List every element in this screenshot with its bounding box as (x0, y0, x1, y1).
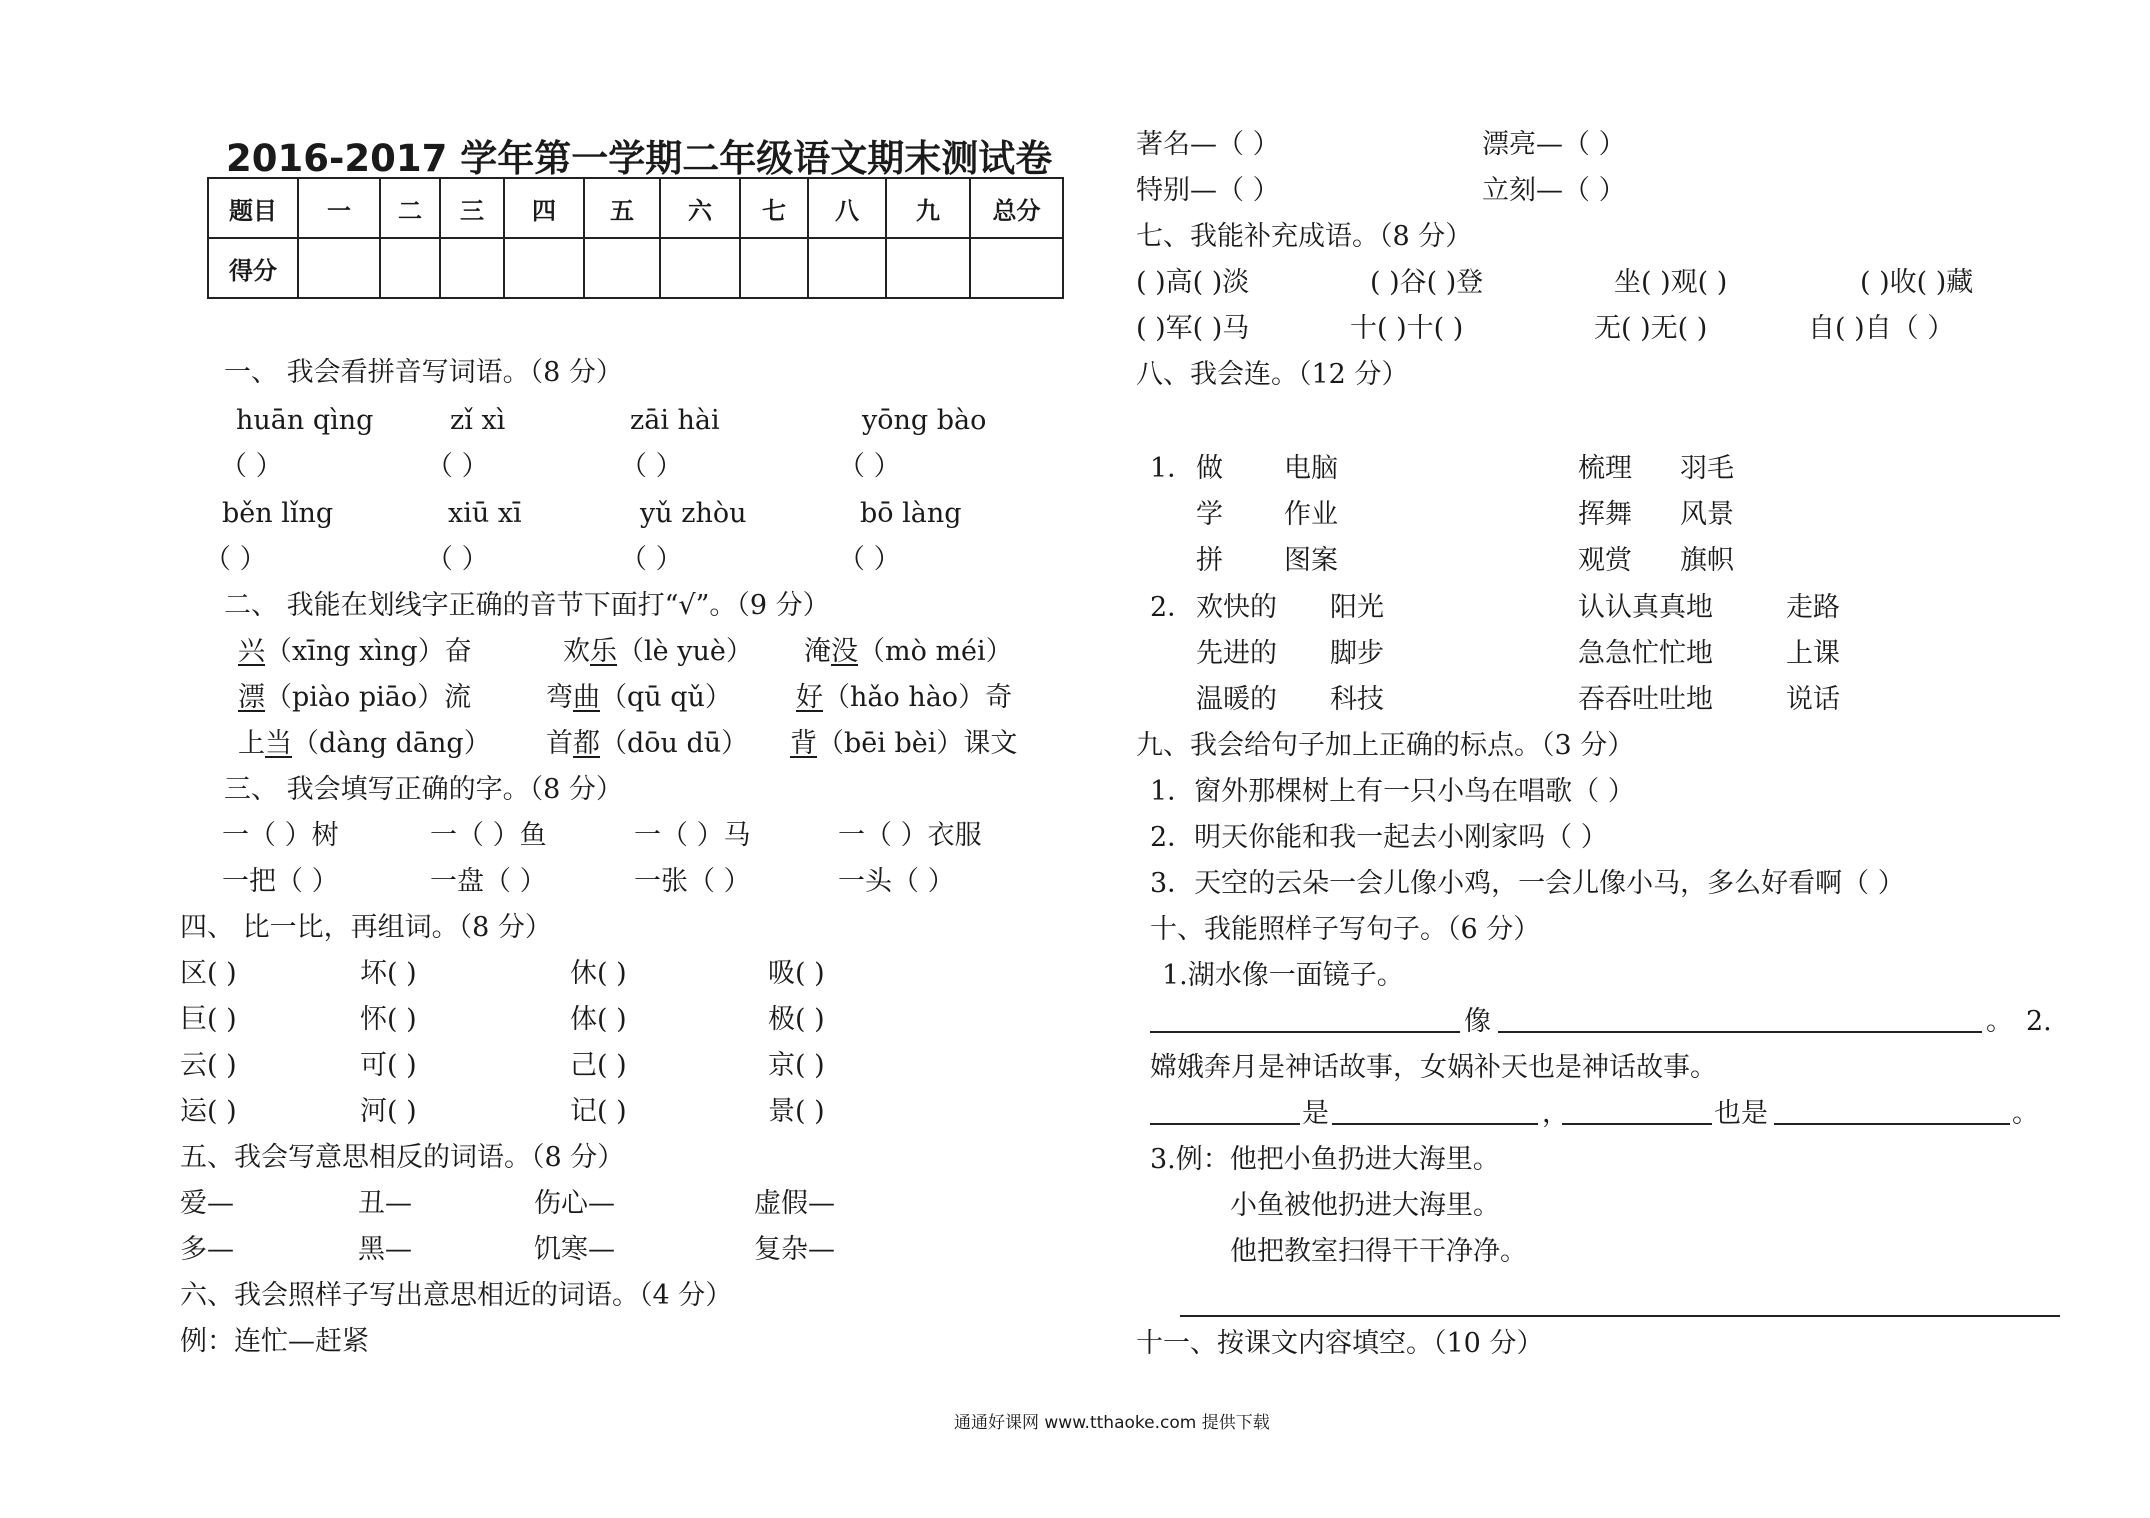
match-word[interactable]: 走路 (1786, 592, 1840, 623)
match-word[interactable]: 脚步 (1330, 638, 1384, 669)
fill-item[interactable]: 一（ ）马 (634, 820, 751, 851)
q2-heading: 二、 我能在划线字正确的音节下面打“√”。（9 分） (224, 590, 830, 621)
score-header-cell: 二 (380, 178, 440, 238)
answer-blank[interactable]: （ ） (838, 451, 901, 482)
q10-heading: 十、我能照样子写句子。（6 分） (1150, 914, 1541, 945)
synonym-item[interactable]: 著名—（ ） (1136, 129, 1280, 160)
score-header-cell: 八 (808, 178, 886, 238)
word-item[interactable]: 巨( ) (180, 1004, 237, 1035)
word-item[interactable]: 怀( ) (360, 1004, 417, 1035)
match-group-number: 2． (1150, 592, 1195, 623)
score-table (207, 177, 1064, 299)
pinyin: xiū xī (448, 498, 522, 529)
antonym-item[interactable]: 爱— (180, 1188, 234, 1219)
word-item[interactable]: 可( ) (360, 1050, 417, 1081)
fill-item[interactable]: 一（ ）树 (222, 820, 339, 851)
q10-comma: ， (1542, 1098, 1569, 1129)
idiom-item[interactable]: ( )高( )淡 (1136, 267, 1250, 298)
fill-item[interactable]: 一（ ）鱼 (430, 820, 547, 851)
score-header-cell: 四 (504, 178, 584, 238)
idiom-item[interactable]: ( )谷( )登 (1370, 267, 1484, 298)
fill-item[interactable]: 一盘（ ） (430, 866, 547, 897)
pinyin-choice[interactable]: 好（hǎo hào）奇 (796, 682, 1013, 713)
match-word[interactable]: 电脑 (1284, 453, 1338, 484)
match-word[interactable]: 欢快的 (1196, 592, 1277, 623)
answer-blank[interactable]: （ ） (426, 544, 489, 575)
word-item[interactable]: 运( ) (180, 1096, 237, 1127)
score-header-cell: 题目 (208, 178, 298, 238)
fill-item[interactable]: 一（ ）衣服 (838, 820, 982, 851)
pinyin-choice[interactable]: 漂（piào piāo）流 (238, 682, 472, 713)
match-word[interactable]: 观赏 (1578, 545, 1632, 576)
answer-line[interactable] (1150, 1123, 1300, 1125)
match-word[interactable]: 吞吞吐吐地 (1578, 684, 1713, 715)
word-item[interactable]: 云( ) (180, 1050, 237, 1081)
idiom-item[interactable]: 无( )无( ) (1594, 313, 1708, 344)
pinyin-choice[interactable]: 背（bēi bèi）课文 (790, 728, 1018, 759)
answer-line[interactable] (1562, 1123, 1712, 1125)
q6-heading: 六、我会照样子写出意思相近的词语。（4 分） (180, 1280, 733, 1311)
q10-like-word: 像 (1464, 1006, 1491, 1037)
match-word[interactable]: 认认真真地 (1578, 592, 1713, 623)
q10-num-2: 2. (2026, 1006, 2052, 1037)
q10-period: 。 (1986, 1006, 2013, 1037)
pinyin: bō làng (860, 498, 962, 529)
match-word[interactable]: 拼 (1196, 545, 1223, 576)
score-cell[interactable] (660, 238, 740, 298)
score-header-cell: 三 (440, 178, 504, 238)
synonym-item[interactable]: 立刻—（ ） (1482, 175, 1626, 206)
score-cell[interactable] (886, 238, 970, 298)
fill-item[interactable]: 一头（ ） (838, 866, 955, 897)
score-table-score-row (208, 238, 1063, 298)
match-word[interactable]: 风景 (1680, 499, 1734, 530)
answer-blank[interactable]: （ ） (620, 451, 683, 482)
score-cell[interactable] (584, 238, 660, 298)
word-item[interactable]: 体( ) (570, 1004, 627, 1035)
word-item[interactable]: 河( ) (360, 1096, 417, 1127)
word-item[interactable]: 己( ) (570, 1050, 627, 1081)
match-word[interactable]: 阳光 (1330, 592, 1384, 623)
q5-heading: 五、我会写意思相反的词语。（8 分） (180, 1142, 625, 1173)
pinyin: zǐ xì (450, 405, 506, 436)
q1-heading: 一、 我会看拼音写词语。（8 分） (224, 357, 623, 388)
q6-example: 例：连忙—赶紧 (180, 1326, 369, 1357)
answer-blank[interactable]: （ ） (620, 544, 683, 575)
pinyin-choice[interactable]: 上当（dàng dāng） (238, 728, 491, 759)
match-word[interactable]: 做 (1196, 453, 1223, 484)
q11-heading: 十一、按课文内容填空。（10 分） (1136, 1328, 1544, 1359)
q7-heading: 七、我能补充成语。（8 分） (1136, 221, 1473, 252)
score-row-label: 得分 (208, 238, 298, 298)
answer-blank[interactable]: （ ） (838, 544, 901, 575)
score-header-cell: 六 (660, 178, 740, 238)
score-cell[interactable] (504, 238, 584, 298)
answer-line[interactable] (1332, 1123, 1538, 1125)
match-word[interactable]: 旗帜 (1680, 545, 1734, 576)
answer-line[interactable] (1774, 1123, 2010, 1125)
score-header-cell: 七 (740, 178, 808, 238)
score-cell[interactable] (298, 238, 380, 298)
answer-line[interactable] (1180, 1315, 2060, 1317)
score-header-cell: 总分 (970, 178, 1063, 238)
antonym-item[interactable]: 多— (180, 1234, 234, 1265)
q10-example-2: 嫦娥奔月是神话故事，女娲补天也是神话故事。 (1150, 1052, 1717, 1083)
idiom-item[interactable]: 十( )十( ) (1350, 313, 1464, 344)
page-title: 2016-2017 学年第一学期二年级语文期末测试卷 (226, 137, 1053, 180)
score-cell[interactable] (380, 238, 440, 298)
punctuation-item[interactable]: 2．明天你能和我一起去小刚家吗（ ） (1150, 822, 1608, 853)
word-item[interactable]: 坏( ) (360, 958, 417, 989)
word-item[interactable]: 吸( ) (768, 958, 825, 989)
answer-blank[interactable]: （ ） (204, 544, 267, 575)
match-word[interactable]: 急急忙忙地 (1578, 638, 1713, 669)
q4-heading: 四、 比一比，再组词。（8 分） (180, 912, 552, 943)
pinyin: běn lǐng (222, 498, 334, 529)
match-word[interactable]: 温暖的 (1196, 684, 1277, 715)
word-item[interactable]: 区( ) (180, 958, 237, 989)
match-word[interactable]: 先进的 (1196, 638, 1277, 669)
word-item[interactable]: 极( ) (768, 1004, 825, 1035)
answer-line[interactable] (1498, 1031, 1982, 1033)
match-word[interactable]: 图案 (1284, 545, 1338, 576)
q8-heading: 八、我会连。（12 分） (1136, 359, 1409, 390)
pinyin-choice[interactable]: 弯曲（qū qǔ） (546, 682, 732, 713)
match-word[interactable]: 学 (1196, 499, 1223, 530)
match-word[interactable]: 挥舞 (1578, 499, 1632, 530)
score-cell[interactable] (740, 238, 808, 298)
antonym-item[interactable]: 伤心— (534, 1188, 615, 1219)
pinyin-choice[interactable]: 淹没（mò méi） (804, 636, 1013, 667)
pinyin: yǔ zhòu (640, 498, 747, 529)
match-word[interactable]: 科技 (1330, 684, 1384, 715)
match-word[interactable]: 羽毛 (1680, 453, 1734, 484)
pinyin-choice[interactable]: 兴（xīng xìng）奋 (238, 636, 472, 667)
score-header-cell: 五 (584, 178, 660, 238)
q10-example-3b: 小鱼被他扔进大海里。 (1230, 1190, 1500, 1221)
idiom-item[interactable]: ( )收( )藏 (1860, 267, 1974, 298)
answer-line[interactable] (1150, 1031, 1460, 1033)
match-word[interactable]: 作业 (1284, 499, 1338, 530)
antonym-item[interactable]: 饥寒— (534, 1234, 615, 1265)
score-cell[interactable] (970, 238, 1063, 298)
word-item[interactable]: 京( ) (768, 1050, 825, 1081)
antonym-item[interactable]: 虚假— (754, 1188, 835, 1219)
pinyin: yōng bào (862, 405, 987, 436)
idiom-item[interactable]: 坐( )观( ) (1614, 267, 1728, 298)
punctuation-item[interactable]: 1．窗外那棵树上有一只小鸟在唱歌（ ） (1150, 776, 1635, 807)
antonym-item[interactable]: 丑— (358, 1188, 412, 1219)
word-item[interactable]: 休( ) (570, 958, 627, 989)
idiom-item[interactable]: 自( )自（ ） (1808, 313, 1955, 344)
score-table-header-row (208, 178, 1063, 238)
q10-also-is: 也是 (1714, 1098, 1768, 1129)
antonym-item[interactable]: 黑— (358, 1234, 412, 1265)
match-word[interactable]: 说话 (1786, 684, 1840, 715)
answer-blank[interactable]: （ ） (426, 451, 489, 482)
antonym-item[interactable]: 复杂— (754, 1234, 835, 1265)
q10-period: 。 (2012, 1098, 2039, 1129)
q3-heading: 三、 我会填写正确的字。（8 分） (224, 774, 623, 805)
synonym-item[interactable]: 漂亮—（ ） (1482, 129, 1626, 160)
match-group-number: 1． (1150, 453, 1195, 484)
word-item[interactable]: 景( ) (768, 1096, 825, 1127)
fill-item[interactable]: 一张（ ） (634, 866, 751, 897)
pinyin: zāi hài (630, 405, 720, 436)
pinyin-choice[interactable]: 首都（dōu dū） (546, 728, 749, 759)
q9-heading: 九、我会给句子加上正确的标点。（3 分） (1136, 730, 1635, 761)
score-header-cell: 九 (886, 178, 970, 238)
match-word[interactable]: 上课 (1786, 638, 1840, 669)
idiom-item[interactable]: ( )军( )马 (1136, 313, 1250, 344)
word-item[interactable]: 记( ) (570, 1096, 627, 1127)
synonym-item[interactable]: 特别—（ ） (1136, 175, 1280, 206)
q10-example-3c: 他把教室扫得干干净净。 (1230, 1236, 1527, 1267)
q10-is-word: 是 (1302, 1098, 1329, 1129)
answer-blank[interactable]: （ ） (220, 451, 283, 482)
footer-credit: 通通好课网 www.tthaoke.com 提供下载 (954, 1413, 1270, 1433)
score-header-cell: 一 (298, 178, 380, 238)
score-cell[interactable] (440, 238, 504, 298)
q10-example-3: 3.例：他把小鱼扔进大海里。 (1150, 1144, 1500, 1175)
q10-example-1: 1.湖水像一面镜子。 (1162, 960, 1404, 991)
pinyin: huān qìng (236, 405, 374, 436)
fill-item[interactable]: 一把（ ） (222, 866, 339, 897)
punctuation-item[interactable]: 3．天空的云朵一会儿像小鸡，一会儿像小马，多么好看啊（ ） (1150, 868, 1905, 899)
score-cell[interactable] (808, 238, 886, 298)
match-word[interactable]: 梳理 (1578, 453, 1632, 484)
pinyin-choice[interactable]: 欢乐（lè yuè） (563, 636, 753, 667)
